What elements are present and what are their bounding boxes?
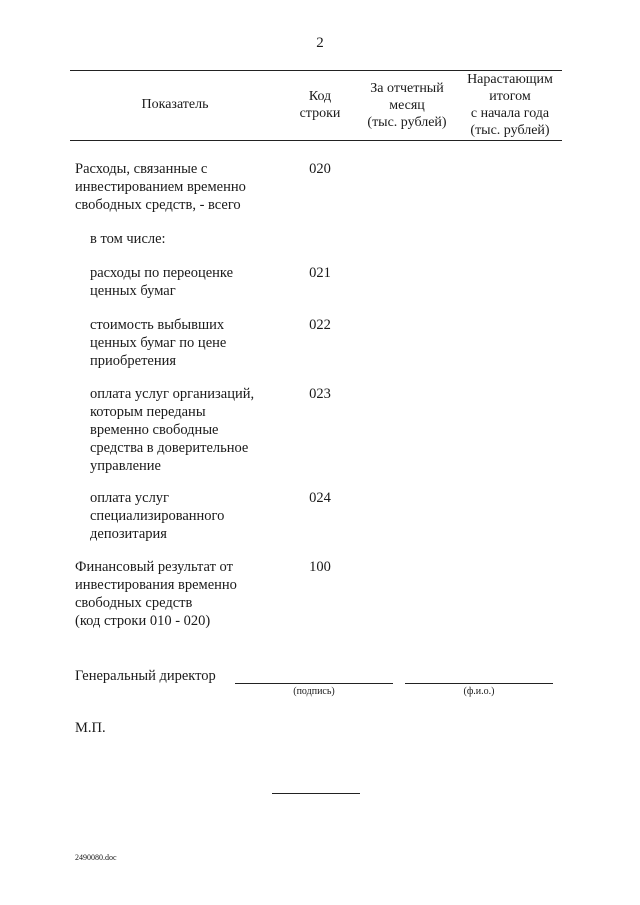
row-code: 021 [309, 265, 331, 281]
row-label: расходы по переоценке ценных бумаг [90, 265, 234, 299]
row-label: Расходы, связанные с инвестированием временно свободных средств, - всего [75, 161, 246, 213]
row-code: 022 [309, 317, 331, 333]
signature-title: Генеральный директор [75, 668, 216, 684]
header-indicator: Показатель [141, 97, 209, 112]
row-code: 100 [309, 559, 331, 575]
page-number: 2 [316, 35, 324, 51]
row-label: оплата услуг специализированного депозитария [90, 490, 225, 542]
row-label: Финансовый результат от инвестирования временно свободных средств (код строки 010 - 020) [75, 559, 237, 629]
row-label: стоимость выбывших ценных бумаг по цене приобретения [90, 317, 227, 369]
header-month: За отчетный месяц (тыс. рублей) [367, 81, 447, 130]
stamp-label: М.П. [75, 720, 106, 736]
name-line [405, 683, 553, 684]
row-code: 023 [309, 386, 331, 402]
signature-caption: (подпись) [293, 686, 335, 697]
row-label: оплата услуг организаций, которым переданы временно свободные средства в доверительное управление [90, 386, 255, 474]
signature-line [235, 683, 393, 684]
header-code: Код строки [299, 89, 341, 121]
footer-file: 2490080.doc [75, 853, 117, 862]
row-code: 024 [309, 490, 331, 506]
header-cumulative: Нарастающим итогом с начала года (тыс. рублей) [467, 72, 553, 138]
end-rule [272, 793, 360, 794]
table-header-rule [70, 140, 562, 141]
row-code: 020 [309, 161, 331, 177]
row-label: в том числе: [90, 231, 166, 247]
name-caption: (ф.и.о.) [463, 686, 495, 697]
